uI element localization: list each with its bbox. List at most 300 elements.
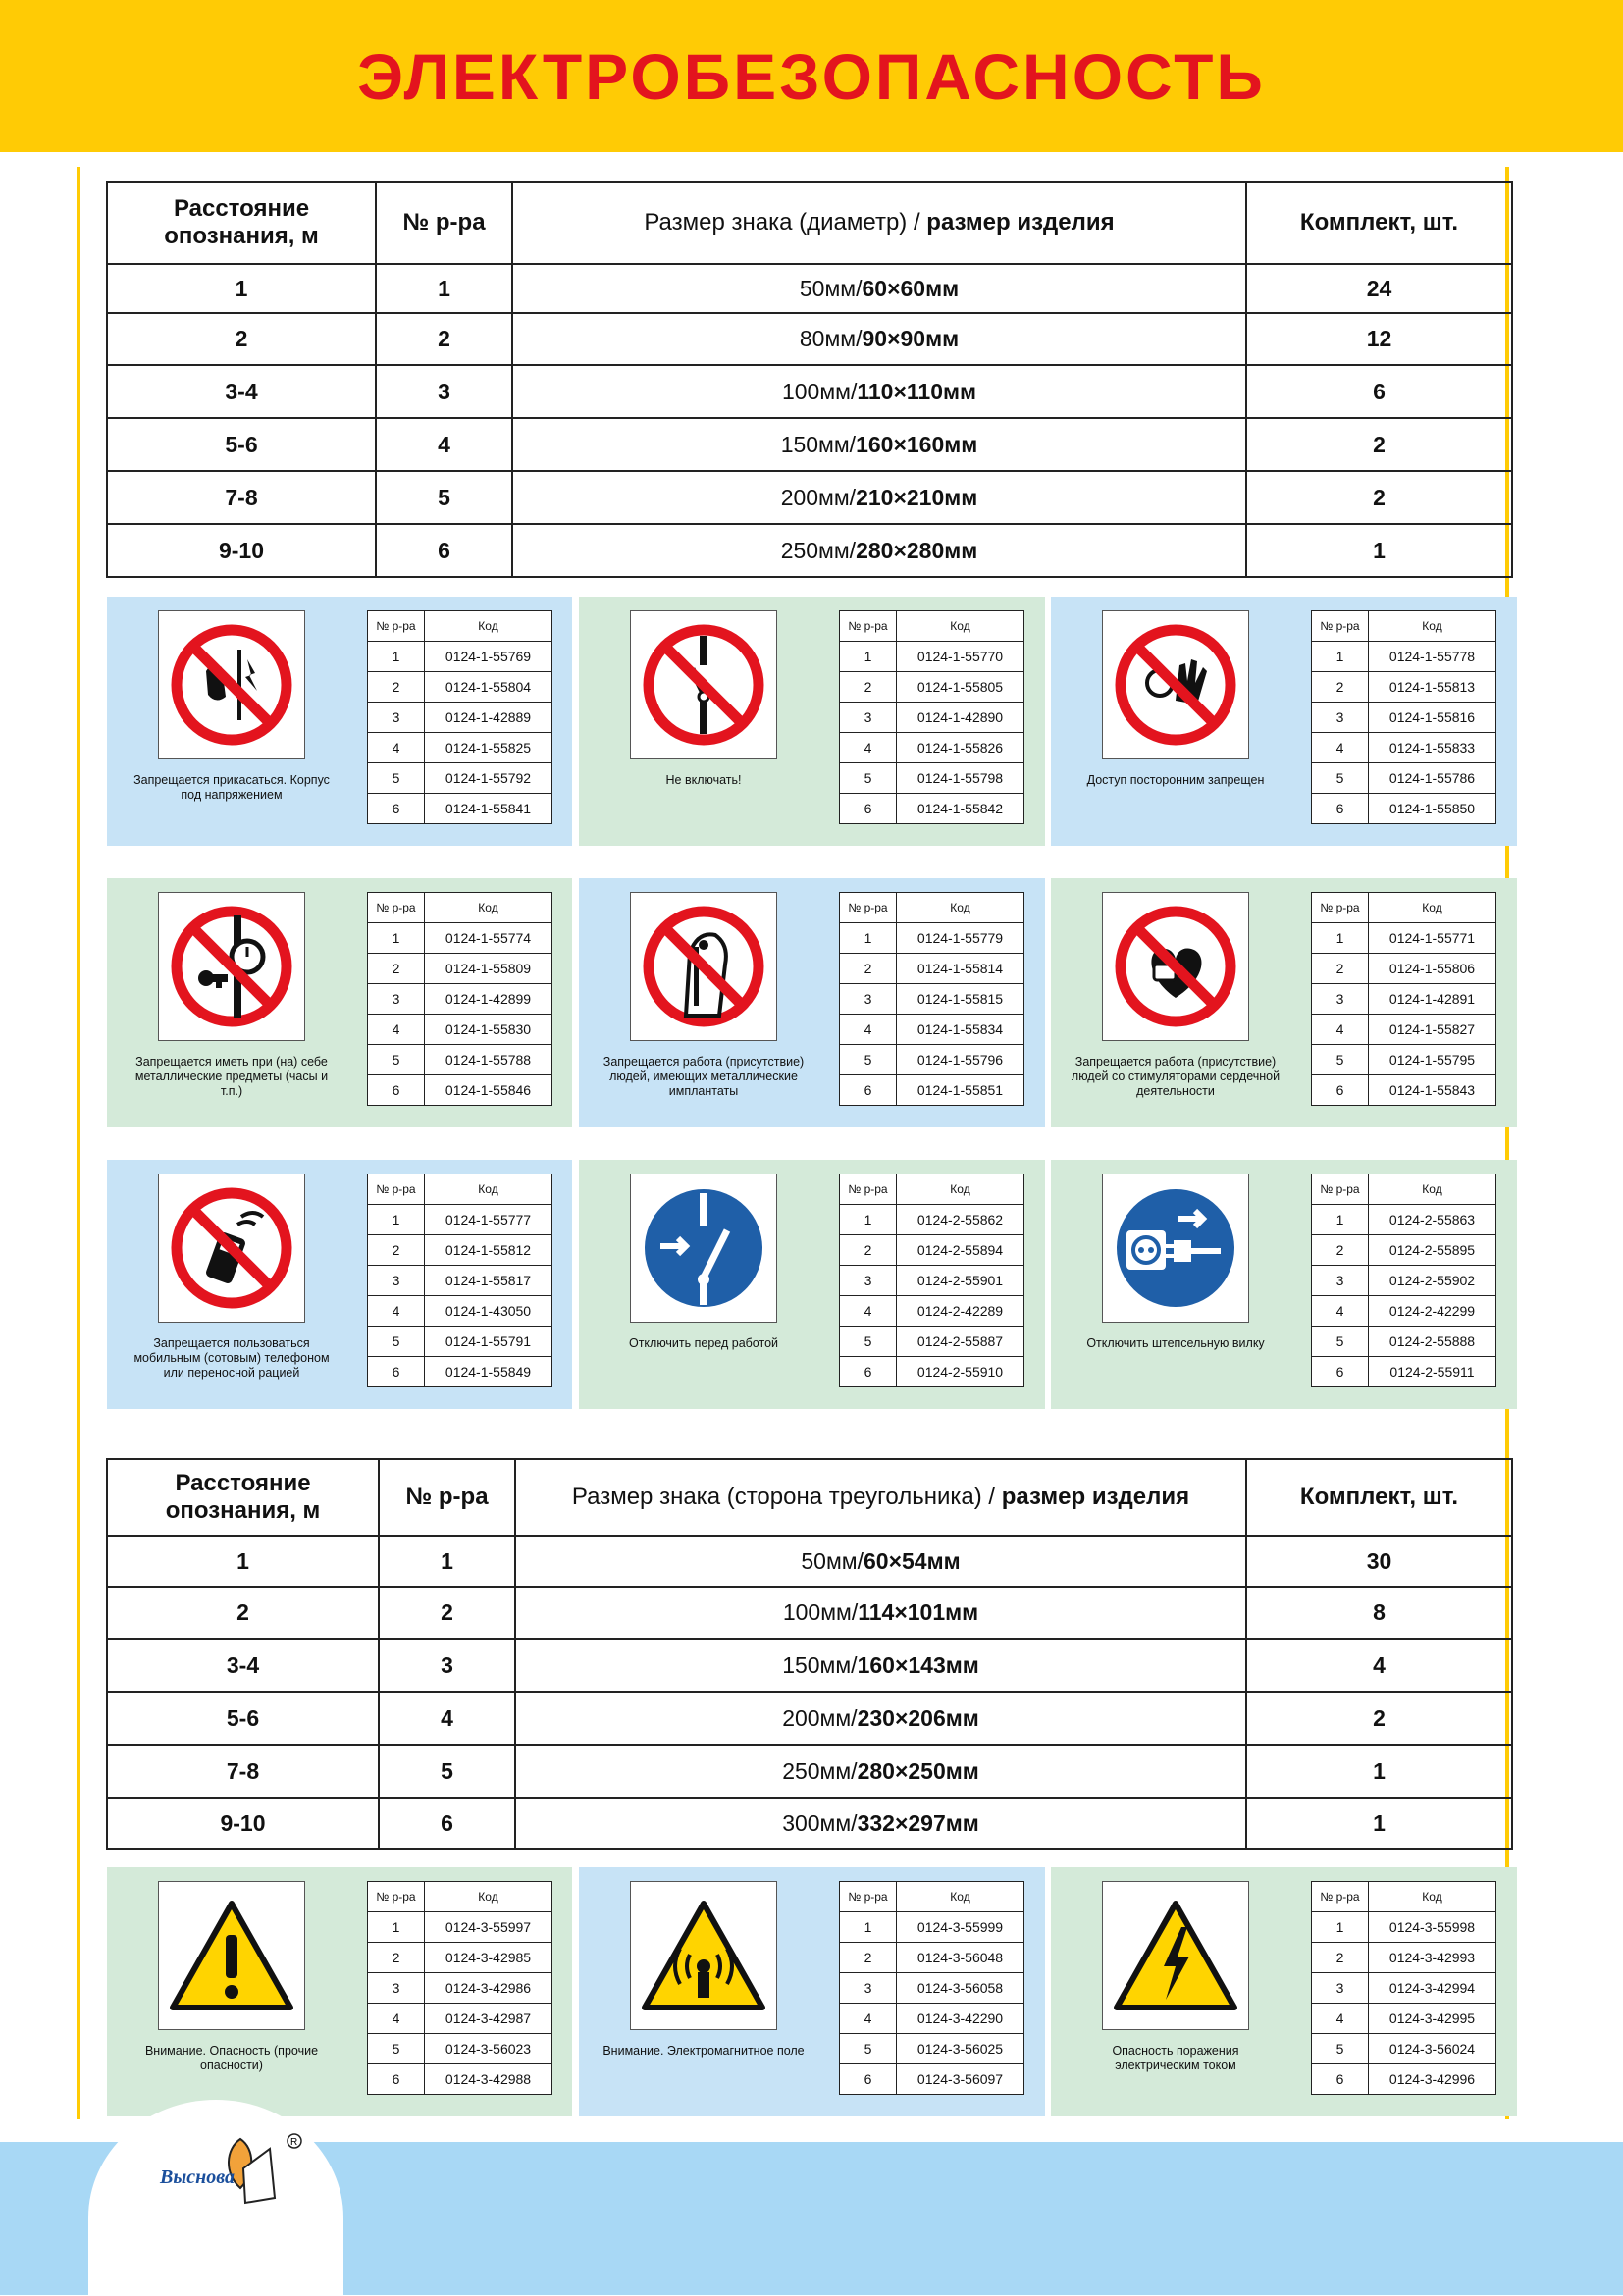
code-table-header bbox=[840, 1882, 1024, 1912]
code-value: 0124-1-55814 bbox=[897, 954, 1024, 984]
code-row bbox=[368, 1327, 552, 1357]
code-value: 0124-1-55816 bbox=[1369, 703, 1496, 733]
code-size-no: 6 bbox=[840, 794, 897, 824]
distance-cell: 5-6 bbox=[107, 1692, 379, 1745]
sign-size-cell: 300мм/332×297мм bbox=[515, 1798, 1246, 1849]
code-value: 0124-3-42996 bbox=[1369, 2064, 1496, 2095]
code-row bbox=[840, 2064, 1024, 2095]
code-value: 0124-1-55804 bbox=[425, 672, 552, 703]
code-value: 0124-2-55888 bbox=[1369, 1327, 1496, 1357]
code-size-no: 2 bbox=[840, 1235, 897, 1266]
code-row bbox=[368, 1973, 552, 2004]
code-size-no: 1 bbox=[1312, 1205, 1369, 1235]
code-size-no: 5 bbox=[840, 1327, 897, 1357]
code-table-header bbox=[1312, 611, 1496, 642]
code-size-no: 4 bbox=[1312, 733, 1369, 763]
code-row bbox=[368, 1205, 552, 1235]
table-row bbox=[107, 471, 1512, 524]
code-value: 0124-3-56058 bbox=[897, 1973, 1024, 2004]
set-count-cell: 6 bbox=[1246, 365, 1512, 418]
code-size-no: 2 bbox=[840, 1943, 897, 1973]
unplug-icon bbox=[1113, 1185, 1238, 1311]
code-size-no: 1 bbox=[368, 1912, 425, 1943]
code-size-no: 4 bbox=[368, 1015, 425, 1045]
code-row bbox=[840, 1015, 1024, 1045]
code-row bbox=[1312, 733, 1496, 763]
code-row bbox=[368, 1235, 552, 1266]
code-value: 0124-2-42289 bbox=[897, 1296, 1024, 1327]
code-row bbox=[840, 1075, 1024, 1106]
code-size-no: 3 bbox=[1312, 703, 1369, 733]
no-touch-icon bbox=[169, 622, 294, 748]
code-value: 0124-2-55902 bbox=[1369, 1266, 1496, 1296]
code-row bbox=[368, 1015, 552, 1045]
code-value: 0124-1-55771 bbox=[1369, 923, 1496, 954]
code-row bbox=[368, 2064, 552, 2095]
code-header-code: Код bbox=[897, 893, 1024, 923]
sign-caption: Отключить перед работой bbox=[628, 1336, 779, 1350]
code-value: 0124-1-42891 bbox=[1369, 984, 1496, 1015]
code-row bbox=[1312, 1235, 1496, 1266]
svg-text:R: R bbox=[290, 2137, 298, 2148]
code-value: 0124-1-55812 bbox=[425, 1235, 552, 1266]
distance-cell: 5-6 bbox=[107, 418, 376, 471]
sign-caption: Запрещается прикасаться. Корпус под напряжением bbox=[133, 773, 330, 802]
code-value: 0124-1-55805 bbox=[897, 672, 1024, 703]
code-row bbox=[1312, 763, 1496, 794]
code-size-no: 2 bbox=[368, 1943, 425, 1973]
header-sign-size: Размер знака (диаметр) / размер изделия bbox=[512, 182, 1246, 264]
code-table bbox=[1311, 892, 1496, 1106]
size-no-cell: 1 bbox=[379, 1536, 515, 1587]
code-header-size: № р-ра bbox=[840, 611, 897, 642]
sign-size-cell: 100мм/110×110мм bbox=[512, 365, 1246, 418]
code-header-size: № р-ра bbox=[1312, 893, 1369, 923]
code-size-no: 2 bbox=[368, 954, 425, 984]
code-row bbox=[840, 954, 1024, 984]
code-row bbox=[840, 1266, 1024, 1296]
code-size-no: 1 bbox=[840, 1205, 897, 1235]
code-size-no: 5 bbox=[1312, 1327, 1369, 1357]
size-no-cell: 3 bbox=[376, 365, 512, 418]
code-value: 0124-3-42290 bbox=[897, 2004, 1024, 2034]
distance-cell: 2 bbox=[107, 1587, 379, 1639]
code-value: 0124-1-55833 bbox=[1369, 733, 1496, 763]
code-size-no: 1 bbox=[840, 1912, 897, 1943]
code-value: 0124-1-55778 bbox=[1369, 642, 1496, 672]
code-size-no: 1 bbox=[1312, 923, 1369, 954]
size-no-cell: 4 bbox=[376, 418, 512, 471]
code-value: 0124-1-55786 bbox=[1369, 763, 1496, 794]
sign-panel bbox=[1051, 1867, 1517, 2116]
sign-image bbox=[1102, 892, 1249, 1041]
table1-body bbox=[107, 264, 1512, 577]
code-value: 0124-2-55863 bbox=[1369, 1205, 1496, 1235]
sign-size-cell: 200мм/230×206мм bbox=[515, 1692, 1246, 1745]
sign-caption: Доступ посторонним запрещен bbox=[1086, 773, 1265, 787]
code-size-no: 2 bbox=[840, 954, 897, 984]
sign-image bbox=[630, 892, 777, 1041]
code-value: 0124-2-55901 bbox=[897, 1266, 1024, 1296]
code-size-no: 3 bbox=[1312, 1973, 1369, 2004]
code-header-size: № р-ра bbox=[840, 1174, 897, 1205]
code-size-no: 3 bbox=[368, 1266, 425, 1296]
code-row bbox=[368, 642, 552, 672]
warning-em-field-icon bbox=[641, 1898, 766, 2013]
page-title: ЭЛЕКТРОБЕЗОПАСНОСТЬ bbox=[357, 39, 1266, 113]
code-header-code: Код bbox=[1369, 1174, 1496, 1205]
code-table bbox=[839, 1881, 1024, 2095]
code-value: 0124-1-42890 bbox=[897, 703, 1024, 733]
code-size-no: 3 bbox=[840, 1266, 897, 1296]
code-row bbox=[840, 2004, 1024, 2034]
code-table bbox=[839, 610, 1024, 824]
code-header-code: Код bbox=[897, 1174, 1024, 1205]
code-table-header bbox=[1312, 1882, 1496, 1912]
code-value: 0124-1-55779 bbox=[897, 923, 1024, 954]
code-size-no: 5 bbox=[1312, 2034, 1369, 2064]
page-header bbox=[0, 0, 1623, 152]
code-size-no: 6 bbox=[1312, 1357, 1369, 1387]
table-row bbox=[107, 1692, 1512, 1745]
distance-cell: 9-10 bbox=[107, 1798, 379, 1849]
sign-size-cell: 100мм/114×101мм bbox=[515, 1587, 1246, 1639]
code-size-no: 1 bbox=[840, 642, 897, 672]
sign-panel bbox=[579, 1867, 1045, 2116]
code-value: 0124-3-55999 bbox=[897, 1912, 1024, 1943]
code-value: 0124-1-43050 bbox=[425, 1296, 552, 1327]
code-row bbox=[840, 794, 1024, 824]
sign-image bbox=[158, 892, 305, 1041]
code-value: 0124-1-55826 bbox=[897, 733, 1024, 763]
sign-panel bbox=[107, 1160, 572, 1409]
no-pacemaker-icon bbox=[1113, 904, 1238, 1029]
code-value: 0124-1-55791 bbox=[425, 1327, 552, 1357]
sign-size-cell: 50мм/60×60мм bbox=[512, 264, 1246, 313]
table-row bbox=[107, 1745, 1512, 1798]
code-size-no: 5 bbox=[368, 1327, 425, 1357]
code-value: 0124-3-42986 bbox=[425, 1973, 552, 2004]
code-row bbox=[1312, 2004, 1496, 2034]
code-value: 0124-1-55827 bbox=[1369, 1015, 1496, 1045]
code-value: 0124-1-55841 bbox=[425, 794, 552, 824]
size-no-cell: 3 bbox=[379, 1639, 515, 1692]
code-value: 0124-1-55834 bbox=[897, 1015, 1024, 1045]
code-row bbox=[840, 1045, 1024, 1075]
sign-size-cell: 200мм/210×210мм bbox=[512, 471, 1246, 524]
code-value: 0124-1-55849 bbox=[425, 1357, 552, 1387]
code-header-size: № р-ра bbox=[1312, 1174, 1369, 1205]
warning-electric-icon bbox=[1113, 1898, 1238, 2013]
triangle-sign-size-table bbox=[106, 1458, 1513, 1850]
code-value: 0124-3-42988 bbox=[425, 2064, 552, 2095]
code-table-header bbox=[1312, 1174, 1496, 1205]
code-header-size: № р-ра bbox=[840, 893, 897, 923]
code-header-size: № р-ра bbox=[368, 893, 425, 923]
code-value: 0124-1-55815 bbox=[897, 984, 1024, 1015]
header-size-no: № р-ра bbox=[379, 1459, 515, 1536]
code-table-header bbox=[1312, 893, 1496, 923]
code-size-no: 4 bbox=[840, 733, 897, 763]
code-value: 0124-1-55769 bbox=[425, 642, 552, 672]
code-size-no: 2 bbox=[1312, 954, 1369, 984]
code-row bbox=[368, 1266, 552, 1296]
code-table bbox=[367, 892, 552, 1106]
distance-cell: 9-10 bbox=[107, 524, 376, 577]
code-size-no: 2 bbox=[368, 1235, 425, 1266]
code-row bbox=[840, 1943, 1024, 1973]
sign-caption: Внимание. Опасность (прочие опасности) bbox=[144, 2044, 319, 2072]
code-table bbox=[1311, 1881, 1496, 2095]
code-size-no: 1 bbox=[1312, 1912, 1369, 1943]
header-distance: Расстояние опознания, м bbox=[107, 182, 376, 264]
sign-panel bbox=[107, 597, 572, 846]
code-value: 0124-1-55842 bbox=[897, 794, 1024, 824]
size-no-cell: 2 bbox=[376, 313, 512, 365]
size-no-cell: 5 bbox=[379, 1745, 515, 1798]
code-size-no: 3 bbox=[840, 984, 897, 1015]
code-row bbox=[1312, 954, 1496, 984]
no-metal-objects-icon bbox=[169, 904, 294, 1029]
code-row bbox=[1312, 1266, 1496, 1296]
set-count-cell: 1 bbox=[1246, 1798, 1512, 1849]
code-table-header bbox=[840, 1174, 1024, 1205]
code-row bbox=[840, 923, 1024, 954]
sign-caption: Запрещается работа (присутствие) людей, имеющих металлические имплантаты bbox=[602, 1055, 805, 1098]
code-value: 0124-1-55788 bbox=[425, 1045, 552, 1075]
code-size-no: 3 bbox=[840, 1973, 897, 2004]
code-value: 0124-3-56024 bbox=[1369, 2034, 1496, 2064]
code-row bbox=[368, 1912, 552, 1943]
code-size-no: 3 bbox=[368, 703, 425, 733]
code-row bbox=[840, 1357, 1024, 1387]
sign-image bbox=[1102, 1881, 1249, 2030]
code-size-no: 2 bbox=[368, 672, 425, 703]
sign-image bbox=[158, 1174, 305, 1323]
code-row bbox=[1312, 672, 1496, 703]
code-header-code: Код bbox=[425, 893, 552, 923]
round-sign-size-table bbox=[106, 181, 1513, 578]
set-count-cell: 1 bbox=[1246, 1745, 1512, 1798]
disconnect-before-work-icon bbox=[641, 1185, 766, 1311]
size-no-cell: 5 bbox=[376, 471, 512, 524]
table-row bbox=[107, 1639, 1512, 1692]
code-row bbox=[368, 1943, 552, 1973]
code-value: 0124-3-55998 bbox=[1369, 1912, 1496, 1943]
sign-panel bbox=[1051, 1160, 1517, 1409]
size-no-cell: 6 bbox=[379, 1798, 515, 1849]
code-value: 0124-1-55843 bbox=[1369, 1075, 1496, 1106]
size-no-cell: 2 bbox=[379, 1587, 515, 1639]
code-value: 0124-1-55825 bbox=[425, 733, 552, 763]
code-row bbox=[1312, 1327, 1496, 1357]
code-table bbox=[839, 1174, 1024, 1387]
distance-cell: 3-4 bbox=[107, 365, 376, 418]
code-header-size: № р-ра bbox=[840, 1882, 897, 1912]
code-size-no: 6 bbox=[368, 2064, 425, 2095]
table-row bbox=[107, 264, 1512, 313]
code-size-no: 5 bbox=[1312, 763, 1369, 794]
sign-panel bbox=[107, 878, 572, 1127]
sign-image bbox=[630, 1881, 777, 2030]
code-row bbox=[840, 672, 1024, 703]
code-table-header bbox=[368, 1174, 552, 1205]
table-row bbox=[107, 365, 1512, 418]
code-value: 0124-3-42994 bbox=[1369, 1973, 1496, 2004]
set-count-cell: 12 bbox=[1246, 313, 1512, 365]
code-value: 0124-1-55796 bbox=[897, 1045, 1024, 1075]
code-size-no: 5 bbox=[840, 763, 897, 794]
header-distance: Расстояние опознания, м bbox=[107, 1459, 379, 1536]
code-table bbox=[367, 1881, 552, 2095]
code-row bbox=[840, 1205, 1024, 1235]
code-header-size: № р-ра bbox=[368, 1882, 425, 1912]
distance-cell: 3-4 bbox=[107, 1639, 379, 1692]
sign-image bbox=[630, 1174, 777, 1323]
table-row bbox=[107, 418, 1512, 471]
code-size-no: 4 bbox=[840, 2004, 897, 2034]
code-value: 0124-3-56023 bbox=[425, 2034, 552, 2064]
set-count-cell: 2 bbox=[1246, 418, 1512, 471]
sign-image bbox=[1102, 610, 1249, 759]
distance-cell: 1 bbox=[107, 1536, 379, 1587]
code-value: 0124-1-55817 bbox=[425, 1266, 552, 1296]
code-size-no: 3 bbox=[1312, 1266, 1369, 1296]
code-size-no: 6 bbox=[368, 1075, 425, 1106]
code-row bbox=[1312, 642, 1496, 672]
distance-cell: 1 bbox=[107, 264, 376, 313]
code-size-no: 4 bbox=[1312, 1296, 1369, 1327]
code-header-size: № р-ра bbox=[1312, 611, 1369, 642]
code-row bbox=[368, 1296, 552, 1327]
sign-image bbox=[630, 610, 777, 759]
code-row bbox=[1312, 1973, 1496, 2004]
code-row bbox=[1312, 1943, 1496, 1973]
code-row bbox=[1312, 1015, 1496, 1045]
code-size-no: 6 bbox=[1312, 2064, 1369, 2095]
header-sign-size: Размер знака (сторона треугольника) / размер изделия bbox=[515, 1459, 1246, 1536]
code-size-no: 4 bbox=[840, 1296, 897, 1327]
code-size-no: 4 bbox=[368, 733, 425, 763]
code-value: 0124-2-42299 bbox=[1369, 1296, 1496, 1327]
sign-caption: Запрещается работа (присутствие) людей со стимуляторами сердечной деятельности bbox=[1071, 1055, 1281, 1098]
code-header-code: Код bbox=[425, 611, 552, 642]
code-row bbox=[840, 984, 1024, 1015]
no-entry-person-icon bbox=[1113, 622, 1238, 748]
code-row bbox=[368, 763, 552, 794]
table-row bbox=[107, 1798, 1512, 1849]
code-value: 0124-2-55911 bbox=[1369, 1357, 1496, 1387]
code-size-no: 5 bbox=[368, 1045, 425, 1075]
code-row bbox=[1312, 1045, 1496, 1075]
size-no-cell: 4 bbox=[379, 1692, 515, 1745]
code-header-code: Код bbox=[425, 1174, 552, 1205]
code-value: 0124-2-55895 bbox=[1369, 1235, 1496, 1266]
sign-size-cell: 50мм/60×54мм bbox=[515, 1536, 1246, 1587]
code-value: 0124-3-42987 bbox=[425, 2004, 552, 2034]
code-header-size: № р-ра bbox=[368, 611, 425, 642]
code-table bbox=[1311, 610, 1496, 824]
code-value: 0124-1-55792 bbox=[425, 763, 552, 794]
code-value: 0124-1-55851 bbox=[897, 1075, 1024, 1106]
code-row bbox=[1312, 1357, 1496, 1387]
table-row bbox=[107, 313, 1512, 365]
size-no-cell: 1 bbox=[376, 264, 512, 313]
code-value: 0124-1-55809 bbox=[425, 954, 552, 984]
code-header-code: Код bbox=[425, 1882, 552, 1912]
code-value: 0124-1-55795 bbox=[1369, 1045, 1496, 1075]
code-row bbox=[1312, 923, 1496, 954]
sign-size-cell: 250мм/280×250мм bbox=[515, 1745, 1246, 1798]
code-row bbox=[840, 1296, 1024, 1327]
code-size-no: 2 bbox=[1312, 672, 1369, 703]
code-size-no: 3 bbox=[368, 1973, 425, 2004]
set-count-cell: 4 bbox=[1246, 1639, 1512, 1692]
code-row bbox=[840, 1912, 1024, 1943]
code-row bbox=[1312, 1205, 1496, 1235]
code-value: 0124-1-55846 bbox=[425, 1075, 552, 1106]
code-row bbox=[368, 954, 552, 984]
code-header-code: Код bbox=[1369, 893, 1496, 923]
table2-body bbox=[107, 1536, 1512, 1849]
code-size-no: 1 bbox=[840, 923, 897, 954]
table-row bbox=[107, 1587, 1512, 1639]
code-size-no: 6 bbox=[368, 1357, 425, 1387]
code-size-no: 1 bbox=[368, 923, 425, 954]
code-size-no: 4 bbox=[368, 2004, 425, 2034]
code-size-no: 4 bbox=[368, 1296, 425, 1327]
code-row bbox=[368, 733, 552, 763]
code-header-code: Код bbox=[897, 611, 1024, 642]
code-size-no: 6 bbox=[1312, 1075, 1369, 1106]
code-row bbox=[1312, 703, 1496, 733]
distance-cell: 2 bbox=[107, 313, 376, 365]
code-size-no: 6 bbox=[840, 1357, 897, 1387]
sign-caption: Опасность поражения электрическим током bbox=[1112, 2044, 1239, 2072]
sign-caption: Не включать! bbox=[665, 773, 742, 787]
distance-cell: 7-8 bbox=[107, 471, 376, 524]
code-size-no: 6 bbox=[840, 2064, 897, 2095]
code-value: 0124-1-55798 bbox=[897, 763, 1024, 794]
code-size-no: 4 bbox=[1312, 1015, 1369, 1045]
code-row bbox=[840, 703, 1024, 733]
sign-panel bbox=[579, 597, 1045, 846]
code-row bbox=[368, 923, 552, 954]
code-row bbox=[368, 1357, 552, 1387]
code-size-no: 3 bbox=[840, 703, 897, 733]
sign-image bbox=[158, 1881, 305, 2030]
code-value: 0124-1-55777 bbox=[425, 1205, 552, 1235]
set-count-cell: 1 bbox=[1246, 524, 1512, 577]
code-header-code: Код bbox=[1369, 1882, 1496, 1912]
sign-panel bbox=[1051, 597, 1517, 846]
header-set: Комплект, шт. bbox=[1246, 1459, 1512, 1536]
header-set: Комплект, шт. bbox=[1246, 182, 1512, 264]
code-row bbox=[368, 794, 552, 824]
code-size-no: 1 bbox=[368, 1205, 425, 1235]
code-size-no: 6 bbox=[840, 1075, 897, 1106]
code-table-header bbox=[368, 611, 552, 642]
code-size-no: 5 bbox=[1312, 1045, 1369, 1075]
set-count-cell: 24 bbox=[1246, 264, 1512, 313]
code-row bbox=[1312, 2064, 1496, 2095]
code-size-no: 2 bbox=[840, 672, 897, 703]
sign-panel bbox=[1051, 878, 1517, 1127]
code-row bbox=[368, 2004, 552, 2034]
code-row bbox=[840, 2034, 1024, 2064]
code-value: 0124-2-55910 bbox=[897, 1357, 1024, 1387]
code-table bbox=[367, 1174, 552, 1387]
